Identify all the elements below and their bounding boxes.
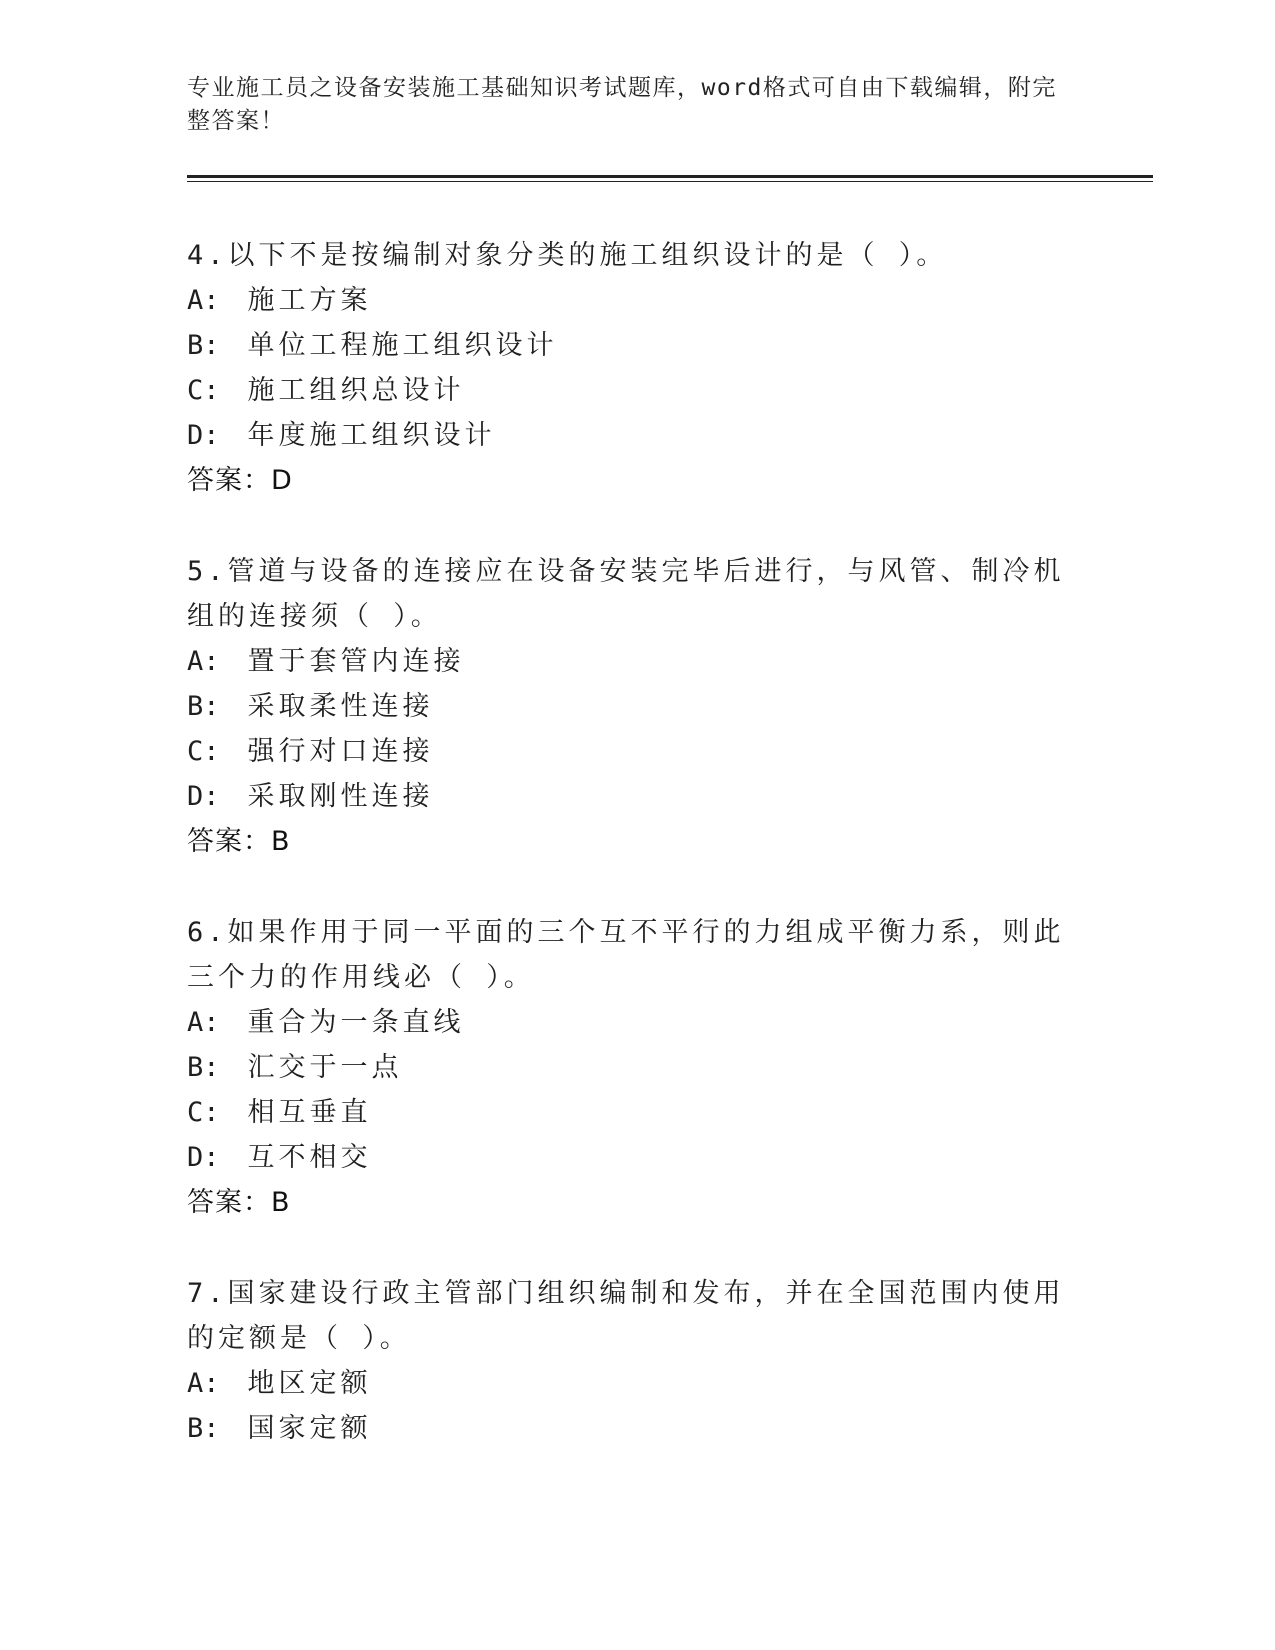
option-text: 年度施工组织设计 — [247, 420, 496, 451]
question-stem: 7.国家建设行政主管部门组织编制和发布，并在全国范围内使用的定额是（ ）。 — [187, 1278, 1065, 1354]
option-letter: A: — [187, 285, 220, 316]
option-b — [187, 1406, 1067, 1451]
option-d — [187, 774, 1067, 819]
option-text: 相互垂直 — [247, 1097, 372, 1128]
question-list — [187, 233, 1067, 1497]
option-letter: A: — [187, 1368, 220, 1399]
option-letter: C: — [187, 1097, 220, 1128]
option-text: 施工方案 — [247, 285, 372, 316]
option-a — [187, 278, 1067, 323]
answer-line: 答案：D — [187, 465, 293, 496]
option-c — [187, 1090, 1067, 1135]
option-c — [187, 729, 1067, 774]
option-letter: C: — [187, 375, 220, 406]
option-a — [187, 1361, 1067, 1406]
option-d — [187, 1135, 1067, 1180]
option-text: 国家定额 — [247, 1413, 372, 1444]
option-letter: A: — [187, 1007, 220, 1038]
option-text: 地区定额 — [247, 1368, 372, 1399]
option-letter: B: — [187, 691, 220, 722]
option-text: 采取刚性连接 — [247, 781, 434, 812]
question-5 — [187, 549, 1067, 864]
option-letter: D: — [187, 781, 220, 812]
option-letter: A: — [187, 646, 220, 677]
option-letter: B: — [187, 330, 220, 361]
option-text: 置于套管内连接 — [247, 646, 465, 677]
option-text: 采取柔性连接 — [247, 691, 434, 722]
question-6 — [187, 910, 1067, 1225]
option-b — [187, 684, 1067, 729]
option-letter: C: — [187, 736, 220, 767]
option-b — [187, 323, 1067, 368]
option-letter: D: — [187, 420, 220, 451]
question-stem: 5.管道与设备的连接应在设备安装完毕后进行，与风管、制冷机组的连接须（ ）。 — [187, 556, 1065, 632]
option-text: 重合为一条直线 — [247, 1007, 465, 1038]
option-letter: D: — [187, 1142, 220, 1173]
option-a — [187, 639, 1067, 684]
option-text: 汇交于一点 — [247, 1052, 403, 1083]
option-text: 互不相交 — [247, 1142, 372, 1173]
answer-line: 答案：B — [187, 826, 291, 857]
answer-line: 答案：B — [187, 1187, 291, 1218]
option-d — [187, 413, 1067, 458]
question-4 — [187, 233, 1067, 503]
question-7 — [187, 1271, 1067, 1451]
option-text: 强行对口连接 — [247, 736, 434, 767]
header-divider-thin — [187, 181, 1153, 182]
option-text: 施工组织总设计 — [247, 375, 465, 406]
option-letter: B: — [187, 1413, 220, 1444]
document-header: 专业施工员之设备安装施工基础知识考试题库，word格式可自由下载编辑，附完整答案！ — [187, 75, 1057, 134]
header-divider-thick — [187, 175, 1153, 178]
question-stem: 4.以下不是按编制对象分类的施工组织设计的是（ ）。 — [187, 240, 948, 271]
option-letter: B: — [187, 1052, 220, 1083]
option-text: 单位工程施工组织设计 — [247, 330, 558, 361]
question-stem: 6.如果作用于同一平面的三个互不平行的力组成平衡力系，则此三个力的作用线必（ ）。 — [187, 917, 1065, 993]
option-a — [187, 1000, 1067, 1045]
option-b — [187, 1045, 1067, 1090]
option-c — [187, 368, 1067, 413]
